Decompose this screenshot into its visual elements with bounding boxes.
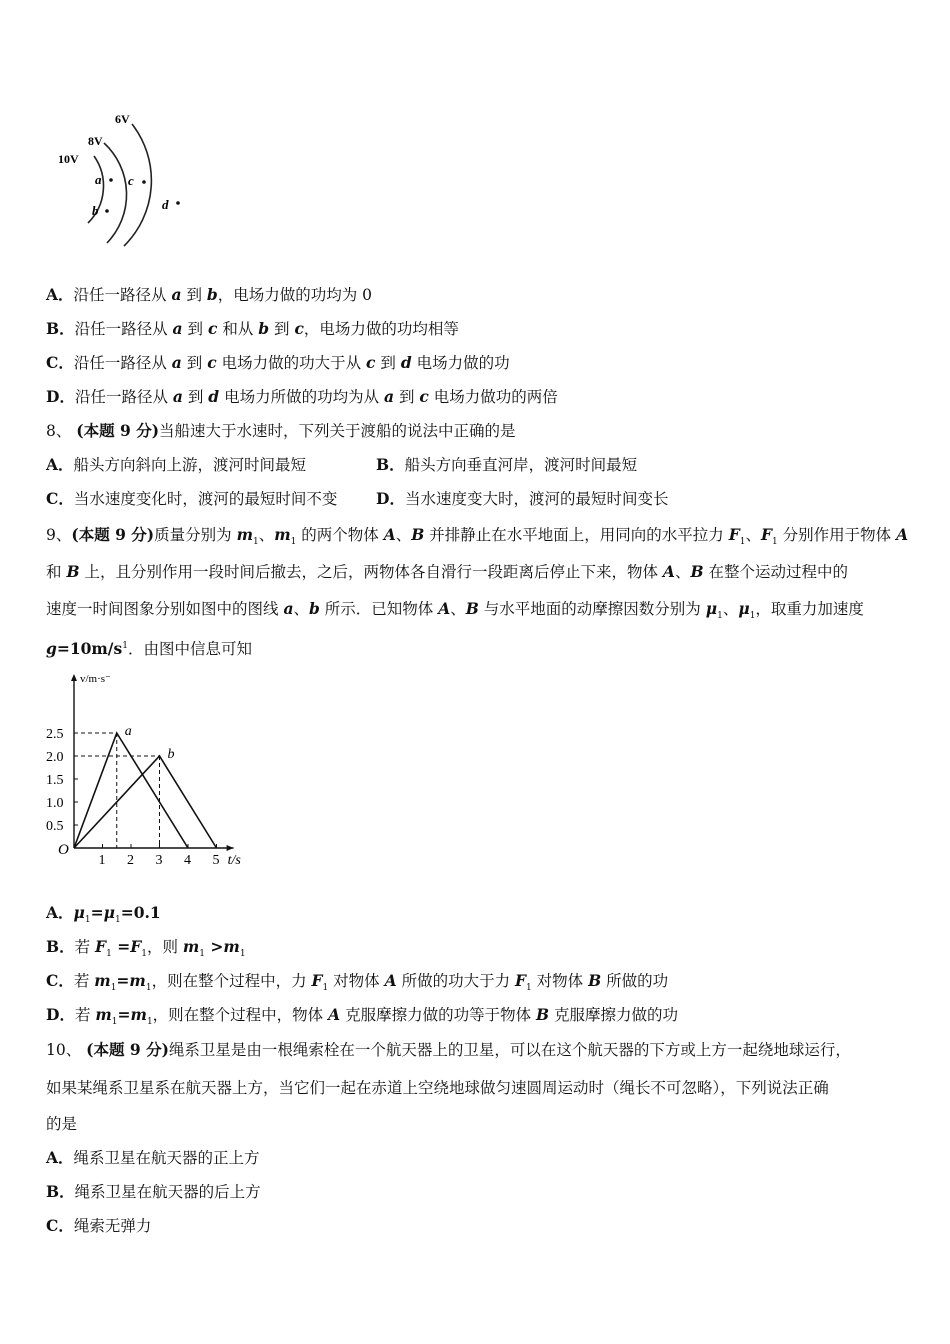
- label-6v: 6V: [115, 112, 130, 126]
- q8-option-d: D．当水速度变大时，渡河的最短时间变长: [376, 489, 669, 508]
- velocity-time-chart: [42, 668, 257, 868]
- label-c: c: [128, 173, 134, 188]
- q10-option-c: C．绳索无弹力: [46, 1216, 152, 1235]
- q10-option-b: B．绳系卫星在航天器的后上方: [46, 1182, 261, 1201]
- x-tick-label: 4: [184, 853, 191, 868]
- x-axis-label: t/s: [227, 853, 241, 868]
- q7-option-b: B．沿任一路径从 a 到 c 和从 b 到 c，电场力做的功均相等: [46, 319, 459, 338]
- y-tick-label: 1.5: [46, 773, 64, 788]
- x-tick-label: 5: [212, 853, 220, 868]
- option-letter: B．: [46, 319, 75, 338]
- y-tick-label: 0.5: [46, 819, 64, 834]
- point-a: [109, 178, 113, 182]
- q9-stem-line-3: 速度一时间图象分别如图中的图线 a、b 所示．已知物体 A、B 与水平地面的动摩擦因数分别为 $\mu_1$、$\mu_1$，取重力加速度: [46, 599, 864, 622]
- x-tick-label: 2: [127, 853, 134, 868]
- q10-stem-line-1: 10、 (本题 9 分)绳系卫星是由一根绳索栓在一个航天器上的卫星，可以在这个航天器的下方或上方一起绕地球运行，: [46, 1040, 851, 1059]
- option-letter: A．: [46, 285, 74, 304]
- q8-option-b: B．船头方向垂直河岸，渡河时间最短: [376, 455, 638, 474]
- series-b-label: b: [167, 747, 175, 762]
- y-tick-label: 2.0: [46, 750, 64, 765]
- option-letter: D．: [46, 387, 75, 406]
- label-a: a: [95, 172, 102, 187]
- q9-option-d: D．若 $m_1=m_1$，则在整个过程中，物体 A 克服摩擦力做的功等于物体 B 克服摩擦力做的功: [46, 1005, 679, 1028]
- label-d: d: [162, 197, 169, 212]
- q8-options-row-2: [46, 489, 906, 509]
- equipotential-figure: [52, 108, 192, 258]
- q8-option-a: A．船头方向斜向上游，渡河时间最短: [46, 455, 307, 474]
- q7-option-c: C．沿任一路径从 a 到 c 电场力做的功大于从 c 到 d 电场力做的功: [46, 353, 510, 372]
- q9-option-a: A．$\mu_1=\mu_1=0.1$: [46, 903, 161, 926]
- x-axis-arrow: [227, 845, 234, 851]
- x-tick-label: 1: [98, 853, 106, 868]
- label-10v: 10V: [58, 152, 79, 166]
- q9-option-c: C．若 $m_1=m_1$，则在整个过程中，力 $F_1$ 对物体 A 所做的功大于力 $F_1$ 对物体 B 所做的功: [46, 971, 669, 994]
- point-d: [176, 201, 180, 205]
- equipotential-arc-8v: [104, 143, 127, 243]
- q9-option-b: B．若 $F_1 =F_1$，则 $m_1 >m_1$: [46, 937, 246, 960]
- q8-stem: 8、 (本题 9 分)当船速大于水速时，下列关于渡船的说法中正确的是: [46, 421, 516, 440]
- q10-option-a: A．绳系卫星在航天器的正上方: [46, 1148, 260, 1167]
- x-tick-label: 3: [155, 853, 163, 868]
- series-b-line: [74, 756, 217, 848]
- series-a-label: a: [124, 724, 132, 739]
- origin-label: O: [58, 842, 69, 858]
- q7-option-a: A．沿任一路径从 a 到 b，电场力做的功均为 0: [46, 285, 373, 304]
- q9-stem-line-1: 9、(本题 9 分)质量分别为 $m_1$、$m_1$ 的两个物体 A、B 并排静止在水平地面上，用同向的水平拉力 $F_1$、$F_1$ 分别作用于物体 A: [46, 525, 909, 548]
- q10-stem-line-2: 如果某绳系卫星系在航天器上方，当它们一起在赤道上空绕地球做匀速圆周运动时（绳长不可忽略），下列说法正确: [46, 1079, 829, 1097]
- q8-options-row-1: [46, 455, 906, 475]
- q9-stem-line-4: $g=10m/s^1$．由图中信息可知: [46, 639, 252, 659]
- label-b: b: [92, 203, 99, 218]
- q8-option-c: C．当水速度变化时，渡河的最短时间不变: [46, 489, 338, 508]
- y-axis-arrow: [71, 674, 77, 681]
- y-tick-label: 2.5: [46, 727, 64, 742]
- point-b: [105, 209, 109, 213]
- y-tick-label: 1.0: [46, 796, 64, 811]
- q10-stem-line-3: 的是: [46, 1115, 78, 1133]
- option-letter: C．: [46, 353, 74, 372]
- q7-option-d: D．沿任一路径从 a 到 d 电场力所做的功均为从 a 到 c 电场力做功的两倍: [46, 387, 558, 406]
- q9-stem-line-2: 和 B 上，且分别作用一段时间后撤去，之后，两物体各自滑行一段距离后停止下来，物体 A、B 在整个运动过程中的: [46, 562, 848, 581]
- label-8v: 8V: [88, 134, 103, 148]
- point-c: [142, 180, 146, 184]
- y-axis-label: v/m·s⁻: [80, 673, 111, 685]
